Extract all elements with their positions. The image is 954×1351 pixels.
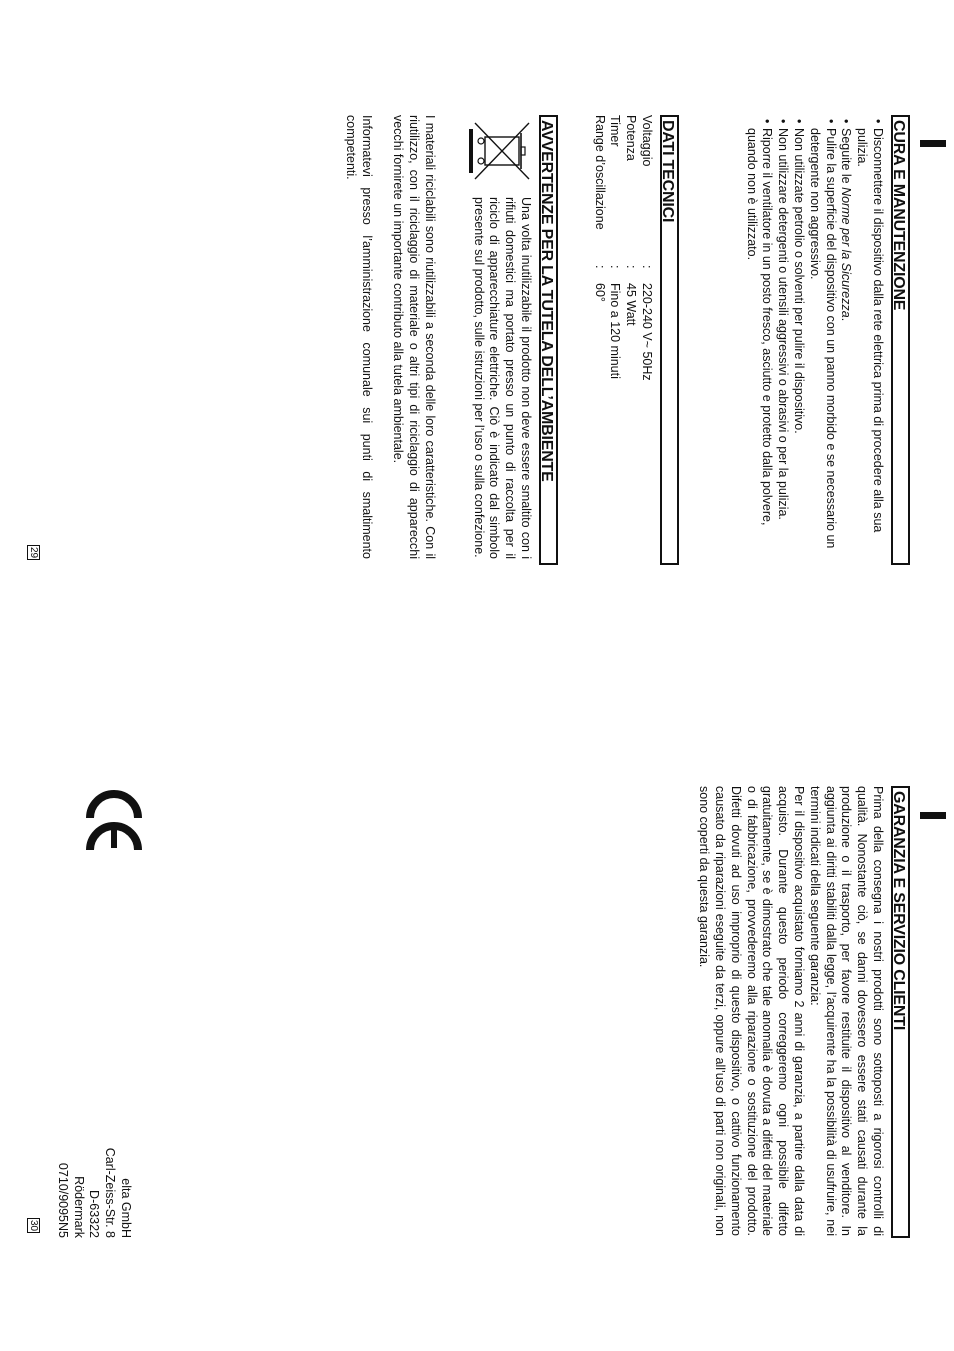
care-item-surface: • Pulire la superficie del dispositivo con un panno morbido e se necessario un detergente non aggressivo. bbox=[806, 119, 838, 559]
care-item-abrasives: • Non utilizzare detergenti o utensili aggressivi o abrasivi o per la pulizia. bbox=[774, 119, 790, 559]
care-item-storage: • Riporre il ventilatore in un posto fresco, asciutto e protetto dalla polvere, quando non è utilizzato. bbox=[743, 119, 775, 559]
tech-value-voltage: 220-240 V~ 50Hz bbox=[640, 283, 654, 381]
tech-value-oscillation: 60° bbox=[592, 283, 607, 302]
care-title: CURA E MANUTENZIONE bbox=[891, 115, 910, 565]
tech-label-timer: Timer bbox=[608, 115, 623, 147]
env-title: AVVERTENZE PER LA TUTELA DELL’AMBIENTE bbox=[539, 115, 558, 565]
ce-mark bbox=[81, 790, 142, 856]
care-item-unplug: • Disconnettere il dispositivo dalla rete elettrica prima di procedere alla sua pulizia. bbox=[853, 119, 885, 559]
warranty-paragraph-2: Per il dispositivo acquistato forniamo 2 anni di garanzia, a partire dalla data di acquisto. Durante questo periodo correggeremo ogni possibile difetto gratuitamente, se è dimostrato che tale anomalia è dovuta a difetti del materiale o di fabbricazione, provvederemo alla riparazione o sostituzione del prodotto. Difetti dovuti ad uso improprio di questo dispositivo, o cattivo funzionamento causato da riparazioni eseguite da terzi, oppure all’uso di parti non originali, non sono coperti da questa garanzia. bbox=[697, 786, 807, 1236]
care-item-solvents: • Non utilizzate petrolio o solventi per pulire il dispositivo. bbox=[790, 119, 806, 559]
address-city: D-63322 Rödermark bbox=[71, 1176, 102, 1238]
care-list bbox=[743, 119, 885, 559]
language-marker-right bbox=[920, 812, 946, 819]
env-recycling-paragraph: I materiali riciclabili sono riutilizzabili a seconda delle loro caratteristiche. Con il riutilizzo, con il riciclaggio di materiale o altri tipi di riciclaggio di apparecchi vecchi fornirete un importante contributo alla tutela ambientale. bbox=[391, 115, 437, 559]
ce-mark-icon bbox=[86, 790, 142, 856]
language-marker-left bbox=[920, 140, 946, 147]
tech-title: DATI TECNICI bbox=[660, 115, 679, 565]
tech-section bbox=[591, 115, 679, 565]
address-code: 0710/9095N5 bbox=[55, 1162, 70, 1238]
care-section bbox=[743, 115, 910, 565]
tech-label-oscillation: Range d’oscillazione bbox=[592, 115, 607, 230]
crossed-bin-icon bbox=[469, 117, 533, 185]
env-info-paragraph: Informatevi presso l’amministrazione comunale sui punti di smaltimento competenti. bbox=[343, 115, 374, 559]
tech-table: Voltaggio : 220-240 V~ 50Hz Potenza : 45 Watt Timer : Fino a 120 minuti Range d’oscillazione : 60° bbox=[591, 115, 654, 565]
page-number-29: 29 bbox=[28, 547, 39, 559]
care-item-safety: • Seguite le Norme per la Sicurezza. bbox=[838, 119, 854, 559]
address-block bbox=[54, 1146, 133, 1238]
safety-rules-ref: Norme per la Sicurezza bbox=[839, 187, 854, 318]
tech-value-power: 45 Watt bbox=[624, 283, 639, 326]
warranty-paragraph-1: Prima della consegna i nostri prodotti sono sottoposti a rigorosi controlli di qualità. Nonostante ciò, se danni dovessero essere stati causati durante la produzione o il trasporto, per favore restituite il dispositivo al venditore. In aggiunta ai diritti stabiliti dalla legge, l’acquirente ha la possibilità di usufruire, nei termini indicati della seguente garanzia: bbox=[807, 786, 885, 1236]
address-street: Carl-Zeiss-Str. 8 bbox=[103, 1147, 118, 1238]
page-number-30: 30 bbox=[28, 1220, 39, 1232]
env-section bbox=[342, 115, 558, 565]
address-company: elta GmbH bbox=[119, 1178, 133, 1238]
tech-label-voltage: Voltaggio bbox=[640, 115, 654, 167]
tech-label-power: Potenza bbox=[624, 115, 639, 161]
tech-value-timer: Fino a 120 minuti bbox=[608, 283, 623, 379]
left-page bbox=[310, 115, 910, 565]
right-page bbox=[695, 786, 910, 1238]
warranty-title: GARANZIA E SERVIZIO CLIENTI bbox=[891, 786, 910, 1238]
env-bin-text: Una volta inutilizzabile il prodotto non deve essere smaltito con i rifiuti domestici ma portato presso un punto di raccolta per il riciclo di apparecchiature elettriche. Ciò è indicato dal simbolo presente sul prodotto, sulle istruzioni per l’uso o sulla confezione. bbox=[471, 197, 533, 559]
